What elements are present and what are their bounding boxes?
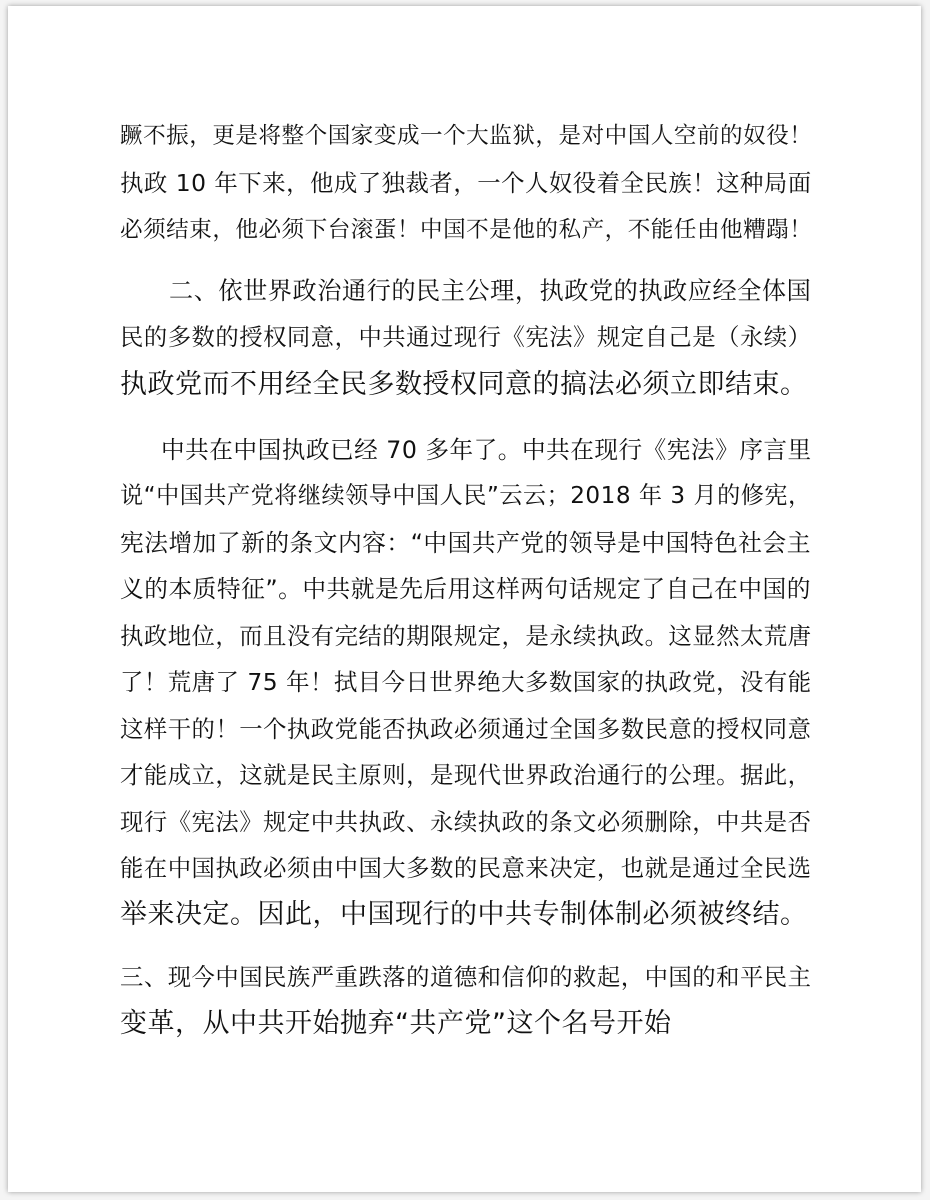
- section-heading-line: 三、现今中国民族严重跌落的道德和信仰的救起，中国的和平民主: [120, 963, 812, 991]
- text-line: 执政党而不用经全民多数授权同意的搞法必须立即结束。: [120, 369, 808, 400]
- document-page: [8, 6, 921, 1192]
- text-line: 蹶不振，更是将整个国家变成一个大监狱，是对中国人空前的奴役！: [120, 123, 813, 149]
- text-line: 才能成立，这就是民主原则，是现代世界政治通行的公理。据此，: [120, 761, 812, 789]
- paragraph-first-line: 中共在中国执政已经 70 多年了。中共在现行《宪法》序言里: [161, 436, 812, 464]
- text-line: 宪法增加了新的条文内容：“中国共产党的领导是中国特色社会主: [120, 529, 811, 557]
- text-line: 变革，从中共开始抛弃“共产党”这个名号开始: [120, 1008, 672, 1039]
- text-line: 现行《宪法》规定中共执政、永续执政的条文必须删除，中共是否: [120, 808, 812, 836]
- text-line: 必须结束，他必须下台滚蛋！中国不是他的私产，不能任由他糟蹋！: [120, 217, 813, 243]
- text-line: 说“中国共产党将继续领导中国人民”云云；2018 年 3 月的修宪，: [120, 483, 812, 509]
- text-line: 义的本质特征”。中共就是先后用这样两句话规定了自己在中国的: [120, 575, 811, 603]
- text-line: 能在中国执政必须由中国大多数的民意来决定，也就是通过全民选: [120, 854, 812, 882]
- text-line: 执政 10 年下来，他成了独裁者，一个人奴役着全民族！这种局面: [120, 169, 812, 197]
- text-line: 了！荒唐了 75 年！拭目今日世界绝大多数国家的执政党，没有能: [120, 668, 812, 696]
- text-line: 执政地位，而且没有完结的期限规定，是永续执政。这显然太荒唐: [120, 622, 812, 650]
- text-line: 举来决定。因此，中国现行的中共专制体制必须被终结。: [120, 899, 808, 930]
- text-line: 这样干的！一个执政党能否执政必须通过全国多数民意的授权同意: [120, 715, 812, 743]
- section-heading-line: 二、依世界政治通行的民主公理，执政党的执政应经全体国: [169, 277, 812, 305]
- text-line: 民的多数的授权同意，中共通过现行《宪法》规定自己是（永续）: [120, 323, 812, 351]
